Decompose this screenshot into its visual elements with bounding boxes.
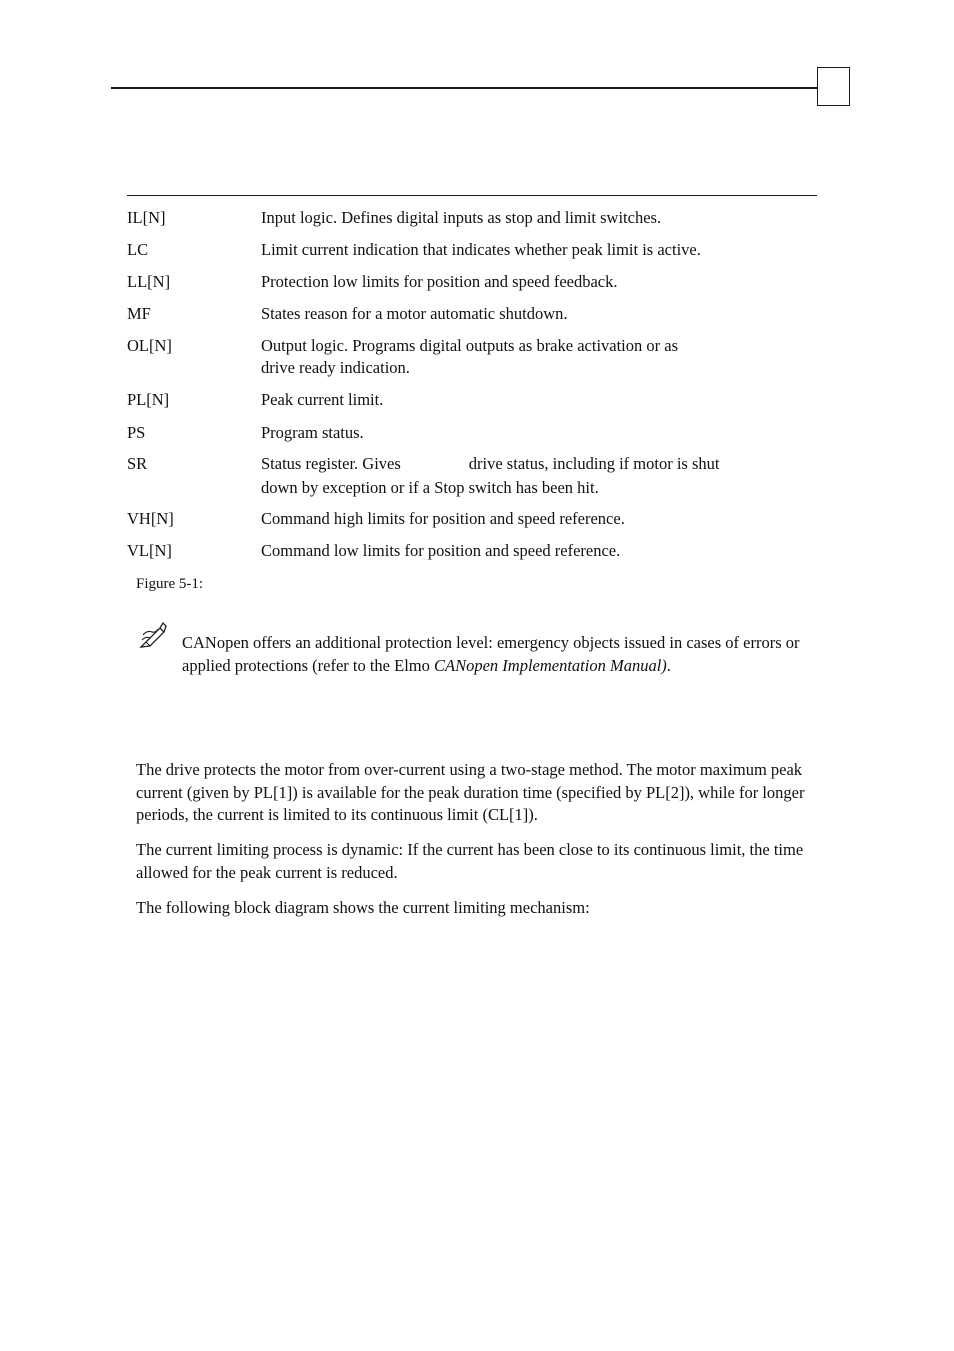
command-description: Input logic. Defines digital inputs as stop and limit switches. (261, 208, 662, 227)
table-top-rule (127, 195, 817, 196)
command-description (261, 452, 801, 500)
note-hand-writing-icon (138, 620, 168, 650)
description-line: drive ready indication. (261, 358, 410, 377)
figure-caption: Figure 5-1: (136, 576, 204, 592)
command-name: VL[N] (127, 541, 172, 560)
note-text-end: . (666, 656, 671, 675)
command-description: Command low limits for position and speed reference. (261, 541, 621, 560)
command-name: MF (127, 304, 151, 323)
description-part: Status register. Gives (261, 454, 401, 473)
command-name: OL[N] (127, 336, 172, 355)
header-rule (111, 87, 817, 89)
command-name: PL[N] (127, 390, 170, 409)
command-description (261, 335, 801, 379)
body-paragraph: The current limiting process is dynamic: If the current has been close to its continuous limit, the time allowed for the peak current is reduced. (136, 840, 804, 882)
command-name: VH[N] (127, 509, 174, 528)
description-part: drive status, including if motor is shut (468, 454, 720, 473)
note-text-main: CANopen offers an additional protection level: emergency objects issued in cases of errors or applied protections (refer to the Elmo (182, 633, 800, 675)
command-description: Protection low limits for position and speed feedback. (261, 272, 618, 291)
note-text (182, 631, 832, 677)
command-name: LL[N] (127, 272, 171, 291)
command-description: Limit current indication that indicates whether peak limit is active. (261, 240, 701, 259)
command-description: Peak current limit. (261, 390, 384, 409)
command-name: LC (127, 240, 149, 259)
command-description: States reason for a motor automatic shutdown. (261, 304, 568, 323)
description-line: down by exception or if a Stop switch has been hit. (261, 478, 599, 497)
body-paragraph: The drive protects the motor from over-current using a two-stage method. The motor maximum peak current (given by PL[1]) is available for the peak duration time (specified by PL[2]), while for longer periods, the current is limited to its continuous limit (CL[1]). (136, 760, 805, 824)
body-paragraph: The following block diagram shows the current limiting mechanism: (136, 898, 590, 917)
command-name: IL[N] (127, 208, 166, 227)
manual-title: CANopen Implementation Manual) (434, 656, 667, 675)
command-name: SR (127, 454, 148, 473)
command-description: Program status. (261, 423, 364, 442)
description-line: Output logic. Programs digital outputs as brake activation or as (261, 336, 679, 355)
page-number-box (817, 67, 850, 106)
command-description: Command high limits for position and speed reference. (261, 509, 625, 528)
command-name: PS (127, 423, 146, 442)
